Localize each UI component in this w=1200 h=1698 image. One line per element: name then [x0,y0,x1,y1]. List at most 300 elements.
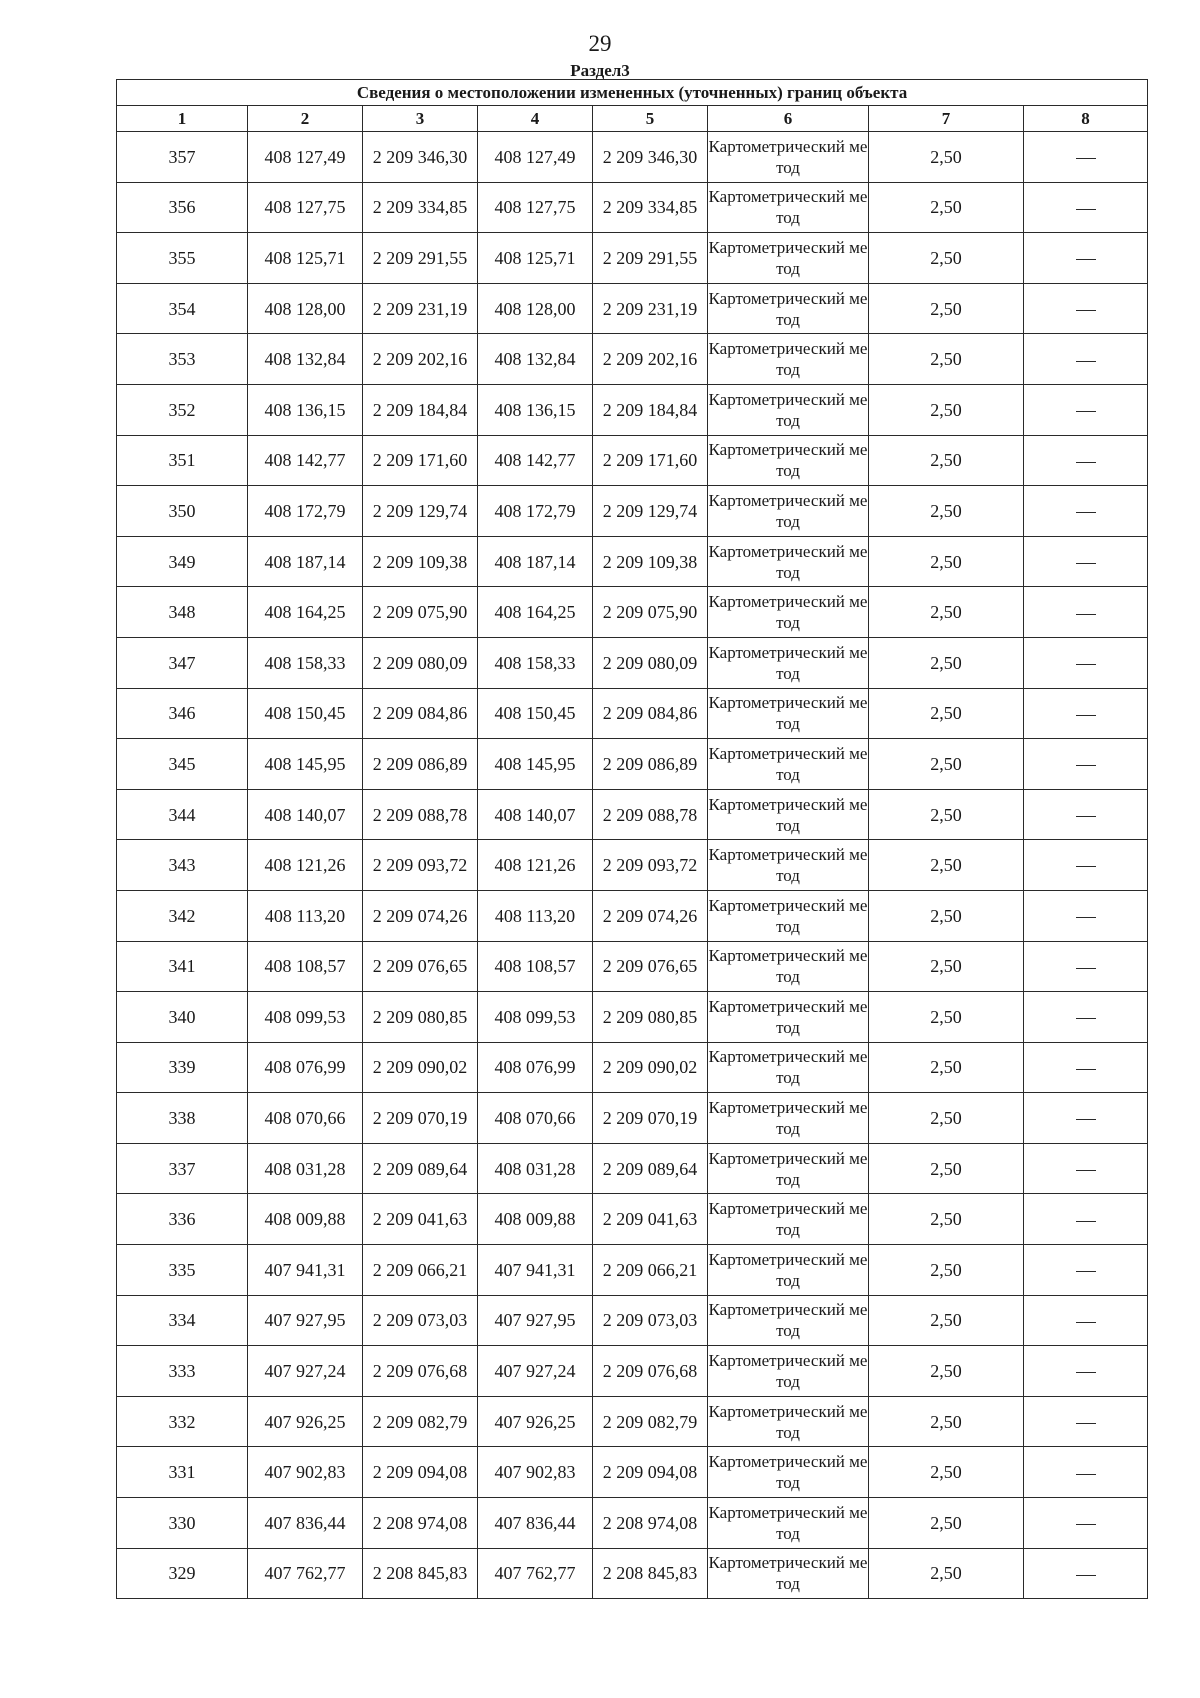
accuracy-cell: 2,50 [869,334,1024,385]
dash-mark [1076,1474,1096,1475]
description-cell [1024,688,1148,739]
table-row [117,486,1148,537]
point-number-cell: 341 [117,941,248,992]
point-number-cell: 355 [117,233,248,284]
y-new-cell: 2 209 202,16 [593,334,708,385]
description-cell [1024,637,1148,688]
y-old-cell: 2 209 089,64 [363,1143,478,1194]
y-new-cell: 2 209 291,55 [593,233,708,284]
description-cell [1024,587,1148,638]
dash-mark [1076,614,1096,615]
method-cell: Картометрический метод [708,486,869,537]
table-row [117,1245,1148,1296]
x-new-cell: 408 187,14 [478,536,593,587]
y-old-cell: 2 209 076,68 [363,1346,478,1397]
table-row [117,283,1148,334]
y-old-cell: 2 209 090,02 [363,1042,478,1093]
dash-mark [1076,259,1096,260]
y-new-cell: 2 209 109,38 [593,536,708,587]
dash-mark [1076,563,1096,564]
x-new-cell: 407 941,31 [478,1245,593,1296]
accuracy-cell: 2,50 [869,1093,1024,1144]
accuracy-cell: 2,50 [869,435,1024,486]
y-old-cell: 2 209 080,85 [363,992,478,1043]
method-cell: Картометрический метод [708,1396,869,1447]
dash-mark [1076,512,1096,513]
description-cell [1024,1093,1148,1144]
point-number-cell: 354 [117,283,248,334]
method-cell: Картометрический метод [708,435,869,486]
dash-mark [1076,1423,1096,1424]
y-old-cell: 2 209 086,89 [363,739,478,790]
method-cell: Картометрический метод [708,1447,869,1498]
table-row [117,536,1148,587]
description-cell [1024,435,1148,486]
dash-mark [1076,1069,1096,1070]
x-new-cell: 408 076,99 [478,1042,593,1093]
method-cell: Картометрический метод [708,1498,869,1549]
accuracy-cell: 2,50 [869,1143,1024,1194]
description-cell [1024,182,1148,233]
x-new-cell: 407 927,24 [478,1346,593,1397]
y-new-cell: 2 209 171,60 [593,435,708,486]
x-new-cell: 407 926,25 [478,1396,593,1447]
y-new-cell: 2 209 089,64 [593,1143,708,1194]
y-old-cell: 2 209 291,55 [363,233,478,284]
point-number-cell: 349 [117,536,248,587]
accuracy-cell: 2,50 [869,840,1024,891]
accuracy-cell: 2,50 [869,789,1024,840]
x-old-cell: 408 113,20 [248,890,363,941]
y-old-cell: 2 209 080,09 [363,637,478,688]
x-old-cell: 407 941,31 [248,1245,363,1296]
y-old-cell: 2 209 094,08 [363,1447,478,1498]
point-number-cell: 332 [117,1396,248,1447]
method-cell: Картометрический метод [708,941,869,992]
method-cell: Картометрический метод [708,1143,869,1194]
x-old-cell: 408 128,00 [248,283,363,334]
dash-mark [1076,866,1096,867]
accuracy-cell: 2,50 [869,1396,1024,1447]
x-old-cell: 407 836,44 [248,1498,363,1549]
accuracy-cell: 2,50 [869,688,1024,739]
method-cell: Картометрический метод [708,1295,869,1346]
method-cell: Картометрический метод [708,536,869,587]
y-old-cell: 2 209 109,38 [363,536,478,587]
accuracy-cell: 2,50 [869,1447,1024,1498]
x-new-cell: 407 836,44 [478,1498,593,1549]
section-title: Раздел3 [570,61,630,80]
accuracy-cell: 2,50 [869,890,1024,941]
description-cell [1024,132,1148,183]
method-cell: Картометрический метод [708,1346,869,1397]
table-row [117,182,1148,233]
dash-mark [1076,664,1096,665]
table-row [117,1447,1148,1498]
x-old-cell: 407 902,83 [248,1447,363,1498]
dash-mark [1076,1221,1096,1222]
description-cell [1024,941,1148,992]
y-new-cell: 2 209 090,02 [593,1042,708,1093]
y-old-cell: 2 209 075,90 [363,587,478,638]
dash-mark [1076,968,1096,969]
boundary-coordinates-table [116,79,1148,1599]
y-new-cell: 2 209 088,78 [593,789,708,840]
y-old-cell: 2 209 088,78 [363,789,478,840]
y-new-cell: 2 209 041,63 [593,1194,708,1245]
y-old-cell: 2 209 093,72 [363,840,478,891]
description-cell [1024,1498,1148,1549]
x-old-cell: 408 136,15 [248,384,363,435]
accuracy-cell: 2,50 [869,1194,1024,1245]
description-cell [1024,1194,1148,1245]
point-number-cell: 356 [117,182,248,233]
x-old-cell: 407 927,95 [248,1295,363,1346]
dash-mark [1076,411,1096,412]
x-new-cell: 408 009,88 [478,1194,593,1245]
dash-mark [1076,1271,1096,1272]
accuracy-cell: 2,50 [869,1346,1024,1397]
description-cell [1024,1042,1148,1093]
point-number-cell: 336 [117,1194,248,1245]
accuracy-cell: 2,50 [869,587,1024,638]
page-number: 29 [588,31,612,56]
point-number-cell: 348 [117,587,248,638]
method-cell: Картометрический метод [708,384,869,435]
table-row [117,1548,1148,1599]
table-row [117,233,1148,284]
y-old-cell: 2 209 129,74 [363,486,478,537]
y-new-cell: 2 209 129,74 [593,486,708,537]
x-new-cell: 407 927,95 [478,1295,593,1346]
x-old-cell: 408 121,26 [248,840,363,891]
x-new-cell: 408 150,45 [478,688,593,739]
y-old-cell: 2 208 974,08 [363,1498,478,1549]
y-old-cell: 2 209 231,19 [363,283,478,334]
point-number-cell: 345 [117,739,248,790]
y-new-cell: 2 209 076,65 [593,941,708,992]
column-header: 6 [708,106,869,132]
x-old-cell: 407 762,77 [248,1548,363,1599]
x-new-cell: 408 140,07 [478,789,593,840]
method-cell: Картометрический метод [708,992,869,1043]
table-row [117,1042,1148,1093]
table-row [117,840,1148,891]
dash-mark [1076,1372,1096,1373]
point-number-cell: 357 [117,132,248,183]
point-number-cell: 353 [117,334,248,385]
x-old-cell: 408 164,25 [248,587,363,638]
dash-mark [1076,765,1096,766]
point-number-cell: 330 [117,1498,248,1549]
point-number-cell: 339 [117,1042,248,1093]
method-cell: Картометрический метод [708,1245,869,1296]
column-header: 2 [248,106,363,132]
x-new-cell: 408 070,66 [478,1093,593,1144]
accuracy-cell: 2,50 [869,486,1024,537]
description-cell [1024,992,1148,1043]
dash-mark [1076,462,1096,463]
description-cell [1024,334,1148,385]
table-row [117,890,1148,941]
method-cell: Картометрический метод [708,1194,869,1245]
x-old-cell: 408 158,33 [248,637,363,688]
y-new-cell: 2 209 075,90 [593,587,708,638]
description-cell [1024,739,1148,790]
description-cell [1024,789,1148,840]
x-old-cell: 408 172,79 [248,486,363,537]
x-new-cell: 408 121,26 [478,840,593,891]
description-cell [1024,1295,1148,1346]
method-cell: Картометрический метод [708,688,869,739]
table-body [117,132,1148,1599]
y-old-cell: 2 209 184,84 [363,384,478,435]
method-cell: Картометрический метод [708,587,869,638]
x-new-cell: 408 172,79 [478,486,593,537]
y-new-cell: 2 209 334,85 [593,182,708,233]
x-new-cell: 408 145,95 [478,739,593,790]
dash-mark [1076,310,1096,311]
y-old-cell: 2 209 346,30 [363,132,478,183]
method-cell: Картометрический метод [708,1548,869,1599]
description-cell [1024,536,1148,587]
accuracy-cell: 2,50 [869,992,1024,1043]
method-cell: Картометрический метод [708,890,869,941]
method-cell: Картометрический метод [708,182,869,233]
dash-mark [1076,1018,1096,1019]
accuracy-cell: 2,50 [869,283,1024,334]
table-row [117,435,1148,486]
dash-mark [1076,361,1096,362]
dash-mark [1076,715,1096,716]
x-old-cell: 408 031,28 [248,1143,363,1194]
y-old-cell: 2 209 066,21 [363,1245,478,1296]
table-row [117,1498,1148,1549]
x-new-cell: 408 031,28 [478,1143,593,1194]
table-row [117,688,1148,739]
y-new-cell: 2 209 066,21 [593,1245,708,1296]
point-number-cell: 333 [117,1346,248,1397]
description-cell [1024,840,1148,891]
x-old-cell: 408 187,14 [248,536,363,587]
accuracy-cell: 2,50 [869,384,1024,435]
y-new-cell: 2 209 084,86 [593,688,708,739]
x-old-cell: 407 927,24 [248,1346,363,1397]
x-old-cell: 408 125,71 [248,233,363,284]
accuracy-cell: 2,50 [869,1042,1024,1093]
x-new-cell: 407 762,77 [478,1548,593,1599]
x-new-cell: 408 136,15 [478,384,593,435]
x-old-cell: 408 142,77 [248,435,363,486]
point-number-cell: 350 [117,486,248,537]
accuracy-cell: 2,50 [869,1548,1024,1599]
accuracy-cell: 2,50 [869,1295,1024,1346]
description-cell [1024,283,1148,334]
x-old-cell: 408 132,84 [248,334,363,385]
column-header: 7 [869,106,1024,132]
y-old-cell: 2 208 845,83 [363,1548,478,1599]
y-new-cell: 2 209 231,19 [593,283,708,334]
table-row [117,1396,1148,1447]
table-row [117,1194,1148,1245]
y-new-cell: 2 208 845,83 [593,1548,708,1599]
x-old-cell: 408 145,95 [248,739,363,790]
column-header: 3 [363,106,478,132]
accuracy-cell: 2,50 [869,1245,1024,1296]
column-header-row [117,106,1148,132]
description-cell [1024,486,1148,537]
point-number-cell: 351 [117,435,248,486]
column-header: 5 [593,106,708,132]
description-cell [1024,384,1148,435]
method-cell: Картометрический метод [708,637,869,688]
accuracy-cell: 2,50 [869,536,1024,587]
description-cell [1024,1245,1148,1296]
dash-mark [1076,1119,1096,1120]
y-new-cell: 2 209 346,30 [593,132,708,183]
y-old-cell: 2 209 070,19 [363,1093,478,1144]
x-new-cell: 408 099,53 [478,992,593,1043]
dash-mark [1076,1322,1096,1323]
x-new-cell: 408 125,71 [478,233,593,284]
y-new-cell: 2 209 093,72 [593,840,708,891]
point-number-cell: 344 [117,789,248,840]
y-new-cell: 2 209 082,79 [593,1396,708,1447]
description-cell [1024,1143,1148,1194]
dash-mark [1076,1170,1096,1171]
dash-mark [1076,209,1096,210]
description-cell [1024,233,1148,284]
description-cell [1024,1346,1148,1397]
y-new-cell: 2 209 184,84 [593,384,708,435]
dash-mark [1076,917,1096,918]
accuracy-cell: 2,50 [869,182,1024,233]
point-number-cell: 334 [117,1295,248,1346]
x-new-cell: 408 132,84 [478,334,593,385]
description-cell [1024,1396,1148,1447]
y-old-cell: 2 209 171,60 [363,435,478,486]
method-cell: Картометрический метод [708,283,869,334]
x-new-cell: 408 128,00 [478,283,593,334]
x-old-cell: 408 070,66 [248,1093,363,1144]
y-new-cell: 2 209 076,68 [593,1346,708,1397]
point-number-cell: 340 [117,992,248,1043]
table-row [117,587,1148,638]
y-old-cell: 2 209 082,79 [363,1396,478,1447]
method-cell: Картометрический метод [708,233,869,284]
y-old-cell: 2 209 076,65 [363,941,478,992]
column-header: 8 [1024,106,1148,132]
x-new-cell: 408 164,25 [478,587,593,638]
accuracy-cell: 2,50 [869,739,1024,790]
y-new-cell: 2 209 080,09 [593,637,708,688]
y-new-cell: 2 209 094,08 [593,1447,708,1498]
y-new-cell: 2 209 086,89 [593,739,708,790]
point-number-cell: 343 [117,840,248,891]
point-number-cell: 346 [117,688,248,739]
x-old-cell: 408 127,49 [248,132,363,183]
table-row [117,1295,1148,1346]
accuracy-cell: 2,50 [869,233,1024,284]
table-caption: Сведения о местоположении измененных (уточненных) границ объекта [117,80,1148,106]
table-row [117,132,1148,183]
x-old-cell: 408 009,88 [248,1194,363,1245]
accuracy-cell: 2,50 [869,1498,1024,1549]
x-new-cell: 407 902,83 [478,1447,593,1498]
y-new-cell: 2 209 080,85 [593,992,708,1043]
table-row [117,739,1148,790]
table-row [117,941,1148,992]
x-old-cell: 408 140,07 [248,789,363,840]
accuracy-cell: 2,50 [869,132,1024,183]
table-row [117,1093,1148,1144]
table-row [117,1346,1148,1397]
method-cell: Картометрический метод [708,132,869,183]
description-cell [1024,1548,1148,1599]
table-row [117,992,1148,1043]
method-cell: Картометрический метод [708,1042,869,1093]
table-row [117,384,1148,435]
y-old-cell: 2 209 334,85 [363,182,478,233]
x-old-cell: 407 926,25 [248,1396,363,1447]
y-old-cell: 2 209 074,26 [363,890,478,941]
table-row [117,334,1148,385]
x-new-cell: 408 108,57 [478,941,593,992]
method-cell: Картометрический метод [708,789,869,840]
x-old-cell: 408 150,45 [248,688,363,739]
column-header: 4 [478,106,593,132]
accuracy-cell: 2,50 [869,637,1024,688]
point-number-cell: 337 [117,1143,248,1194]
table-row [117,637,1148,688]
column-header: 1 [117,106,248,132]
point-number-cell: 352 [117,384,248,435]
x-new-cell: 408 113,20 [478,890,593,941]
x-new-cell: 408 142,77 [478,435,593,486]
point-number-cell: 335 [117,1245,248,1296]
x-new-cell: 408 127,75 [478,182,593,233]
table-row [117,1143,1148,1194]
y-new-cell: 2 209 073,03 [593,1295,708,1346]
x-old-cell: 408 099,53 [248,992,363,1043]
dash-mark [1076,1575,1096,1576]
x-new-cell: 408 127,49 [478,132,593,183]
point-number-cell: 347 [117,637,248,688]
point-number-cell: 342 [117,890,248,941]
method-cell: Картометрический метод [708,1093,869,1144]
dash-mark [1076,1524,1096,1525]
method-cell: Картометрический метод [708,840,869,891]
table-row [117,789,1148,840]
point-number-cell: 331 [117,1447,248,1498]
y-old-cell: 2 209 202,16 [363,334,478,385]
y-new-cell: 2 209 070,19 [593,1093,708,1144]
y-old-cell: 2 209 084,86 [363,688,478,739]
accuracy-cell: 2,50 [869,941,1024,992]
x-old-cell: 408 076,99 [248,1042,363,1093]
point-number-cell: 338 [117,1093,248,1144]
y-old-cell: 2 209 041,63 [363,1194,478,1245]
description-cell [1024,1447,1148,1498]
y-old-cell: 2 209 073,03 [363,1295,478,1346]
table-caption-row [117,80,1148,106]
y-new-cell: 2 209 074,26 [593,890,708,941]
point-number-cell: 329 [117,1548,248,1599]
x-new-cell: 408 158,33 [478,637,593,688]
y-new-cell: 2 208 974,08 [593,1498,708,1549]
x-old-cell: 408 127,75 [248,182,363,233]
dash-mark [1076,816,1096,817]
